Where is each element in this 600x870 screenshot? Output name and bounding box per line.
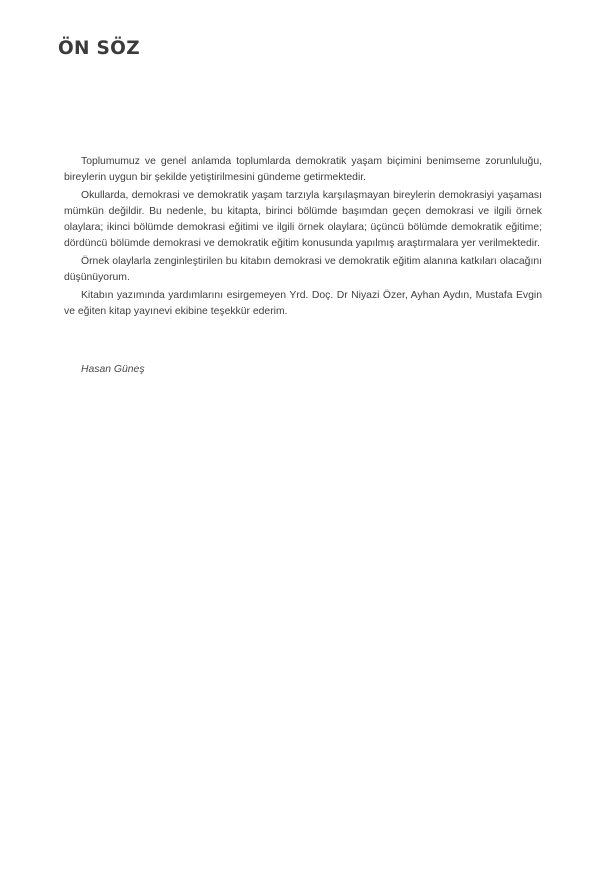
page-heading: ÖN SÖZ — [58, 38, 140, 59]
paragraph-1: Toplumumuz ve genel anlamda toplumlarda demokratik yaşam biçimini benimseme zorunluluğu, bireylerin uygun bir şekilde yetiştirilmesini gündeme getirmektedir. — [64, 156, 542, 183]
preface-body — [64, 154, 542, 322]
paragraph-3: Örnek olaylarla zenginleştirilen bu kitabın demokrasi ve demokratik eğitim alanına katkıları olacağını düşünüyorum. — [64, 255, 542, 283]
author-signature: Hasan Güneş — [81, 364, 145, 375]
paragraph-2: Okullarda, demokrasi ve demokratik yaşam tarzıyla karşılaşmayan bireylerin demokrasiyi yaşaması mümkün değildir. Bu nedenle, bu kitapta, birinci bölümde başımdan geçen demokrasi ve ilgili örnek olaylara; ikinci bölümde demokrasi eğitimi ve ilgili örnek olaylara; üçüncü bölümde demokratik eğitime; dördüncü bölümde demokrasi ve demokratik eğitim konusunda yapılmış araştırmalara yer verilmektedir. — [64, 190, 542, 249]
paragraph-4: Kitabın yazımında yardımlarını esirgemeyen Yrd. Doç. Dr Niyazi Özer, Ayhan Aydın, Mustafa Evgin ve eğiten kitap yayınevi ekibine teşekkür ederim. — [64, 289, 542, 317]
